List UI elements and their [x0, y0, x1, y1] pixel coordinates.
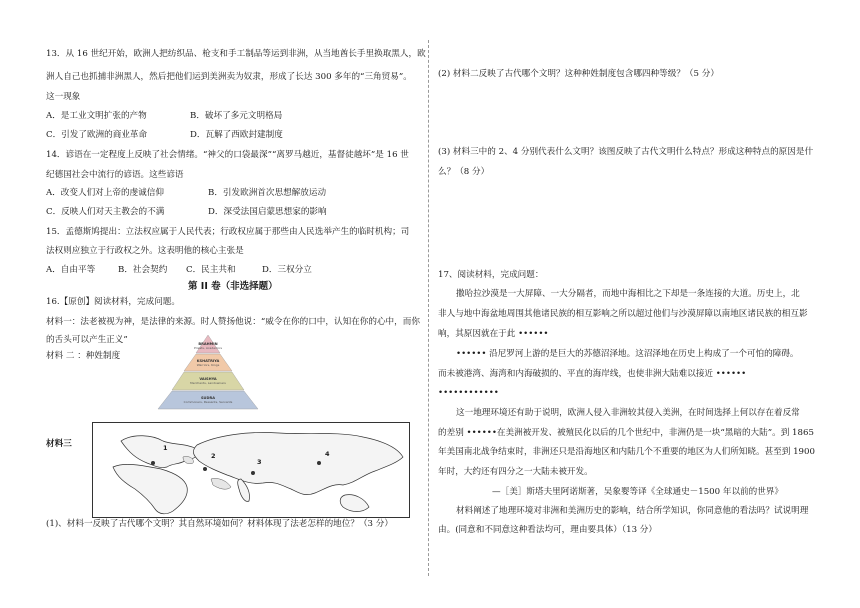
tier-1-name: BRAHMIN [198, 342, 218, 346]
section-title: 第 II 卷（非选择题） [188, 281, 278, 292]
tier-4-name: SUDRA [200, 396, 216, 400]
q13-option-a: A．是工业文明扩张的产物 [46, 111, 147, 121]
q17-intro: 17、阅读材料，完成问题： [438, 270, 544, 280]
map-label-4: 4 [325, 450, 330, 458]
q16-intro: 16.【原创】阅读材料，完成问题。 [46, 297, 180, 307]
q17-p2-line3: •••••••••••• [438, 388, 499, 398]
map-label-3: 3 [257, 458, 262, 466]
column-divider [428, 40, 430, 576]
q15-option-d: D．三权分立 [262, 265, 312, 275]
q14-line1: 14．谚语在一定程度上反映了社会情绪。“神父的口袋最深”“离罗马越近，基督徒越坏”是 16 世 [46, 150, 409, 160]
q17-p1-line3: 响，其原因就在于此 •••••• [438, 329, 549, 339]
q17-p3-line4: 年时，大约还有四分之一大陆未被开发。 [438, 467, 593, 477]
caste-pyramid-image [156, 333, 260, 411]
map-label-2: 2 [211, 452, 216, 460]
q13-option-b: B．破坏了多元文明格局 [190, 111, 283, 121]
tier-3-name: VAISHYA [199, 377, 217, 381]
q16-material1-line1: 材料一：法老被视为神，是法律的来源。时人赞扬他说：“威令在你的口中，认知在你的心中，而你 [46, 317, 420, 327]
tier-2-sub: Warriors, Kings [196, 362, 220, 367]
q17-task-line1: 材料阐述了地理环境对非洲和美洲历史的影响，结合所学知识，你同意他的看法吗？试说明理 [456, 506, 809, 516]
q14-option-b: B．引发欧洲首次思想解放运动 [208, 188, 327, 198]
q13-option-c: C．引发了欧洲的商业革命 [46, 130, 148, 140]
q16-material3-label: 材料三 [46, 439, 72, 449]
q16-question-3-line1: (3) 材料三中的 2、4 分别代表什么文明？该图反映了古代文明什么特点？形成这种特点的原因是什 [438, 147, 814, 157]
map-label-1: 1 [163, 444, 168, 452]
q17-p3-line3: 年美国南北战争结束时，非洲还只是沿海地区和内陆几个不重要的地区为人们所知晓。甚至到 1900 [438, 447, 815, 457]
q15-option-c: C．民主共和 [186, 265, 236, 275]
q16-material1-line2: 的舌头可以产生正义” [46, 335, 128, 345]
q17-task-line2: 由。(同意和不同意这种看法均可，理由要具体）（13 分） [438, 525, 657, 535]
q17-p1-line2: 非人与地中海盆地周围其他诸民族的相互影响之所以超过他们与沙漠屏障以南地区诸民族的相互影 [438, 309, 808, 319]
q15-line2: 法权则应独立于行政权之外。这表明他的核心主张是 [46, 246, 244, 256]
q17-p2-line2: 而未被港湾、海湾和内海破损的、平直的海岸线，也使非洲大陆难以接近 •••••• [438, 369, 747, 379]
q16-question-3-line2: 么？（8 分） [438, 167, 490, 177]
map-outline [93, 423, 409, 517]
tier-3-sub: Merchants, Landowners [190, 380, 226, 385]
q13-line2: 洲人自己也抓捕非洲黑人，然后把他们运到美洲卖为奴隶，形成了长达 300 多年的“三角贸易”。 [46, 72, 412, 82]
q14-option-a: A．改变人们对上帝的虔诚信仰 [46, 188, 164, 198]
q15-line1: 15．孟德斯鸠提出：立法权应属于人民代表；行政权应属于那些由人民选举产生的临时机构；司 [46, 227, 410, 237]
q13-line3: 这一现象 [46, 92, 81, 102]
q13-option-d: D．瓦解了西欧封建制度 [190, 130, 283, 140]
q16-question-2: (2) 材料二反映了古代哪个文明？这种种姓制度包含哪四种等级？（5 分） [438, 69, 719, 79]
q17-p3-line1: 这一地理环境还有助于说明，欧洲人侵入非洲较其侵入美洲，在时间选择上何以存在着反常 [456, 408, 800, 418]
q17-p1-line1: 撒哈拉沙漠是一大屏障、一大分隔者，而地中海相比之下却是一条连接的大道。历史上，北 [456, 289, 800, 299]
world-map-image [92, 422, 410, 518]
tier-2-name: KSHATRIYA [196, 359, 220, 363]
q15-option-b: B．社会契约 [118, 265, 168, 275]
q13-line1: 13．从 16 世纪开始，欧洲人把纺织品、枪支和手工制品等运到非洲，从当地酋长手里换取黑人，欧 [46, 49, 426, 59]
tier-4-sub: Commoners, Peasants, Servants [183, 399, 233, 404]
q15-option-a: A．自由平等 [46, 265, 96, 275]
q14-option-d: D．深受法国启蒙思想家的影响 [208, 207, 327, 217]
q16-material2-label: 材料 二 ：种姓制度 [46, 351, 121, 361]
q17-p3-line2: 的差别 ••••••在美洲被开发、被殖民化以后的几个世纪中，非洲仍是一块“黑暗的大陆”。到 1865 [438, 428, 814, 438]
q17-p2-line1: •••••• 沿尼罗河上游的是巨大的苏德沼泽地。这沼泽地在历史上构成了一个可怕的障碍。 [456, 349, 799, 359]
q17-source: —［美］斯塔夫里阿诺斯著，吴象婴等译《全球通史－1500 年以前的世界》 [492, 487, 784, 497]
q14-option-c: C．反映人们对天主教会的不满 [46, 207, 165, 217]
q16-question-1: (1)、材料一反映了古代哪个文明？其自然环境如何？材料体现了法老怎样的地位？（3 分） [46, 519, 393, 529]
q14-line2: 纪德国社会中流行的谚语。这些谚语 [46, 170, 184, 180]
tier-1-sub: Priests, Academics [193, 345, 223, 350]
